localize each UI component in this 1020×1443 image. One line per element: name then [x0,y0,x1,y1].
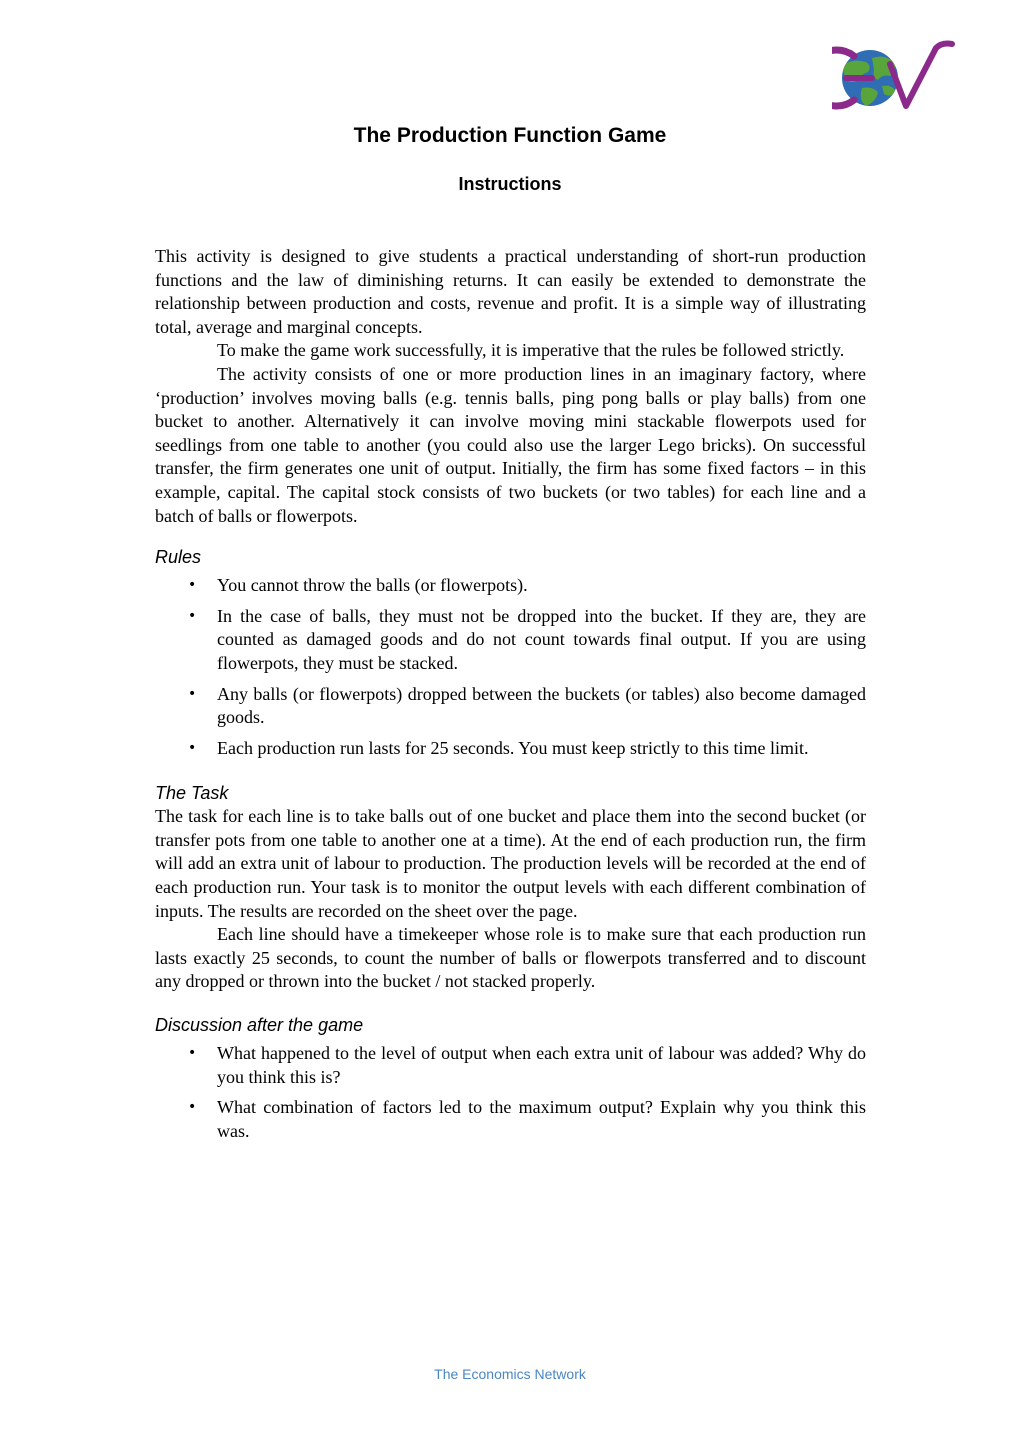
bullet-icon: • [188,577,197,594]
rule-text: Any balls (or flowerpots) dropped between the buckets (or tables) also become damaged goods. [217,683,866,728]
list-item [155,1096,866,1143]
intro-paragraph-2: To make the game work successfully, it is imperative that the rules be followed strictly. [217,340,845,361]
rules-list [155,574,866,760]
list-item [155,1042,866,1089]
bullet-icon: • [188,739,197,756]
question-text: What combination of factors led to the maximum output? Explain why you think this was. [217,1097,866,1141]
rule-text: In the case of balls, they must not be dropped into the bucket. If they are, they are counted as damaged goods and do not count towards final output. If you are using flowerpots, they must be stacked. [217,605,866,673]
bullet-icon: • [188,1099,197,1116]
list-item [155,683,866,730]
task-paragraph-2: Each line should have a timekeeper whose role is to make sure that each production run lasts exactly 25 seconds, to count the number of balls or flowerpots transferred and to discount any dropped or thrown into the bucket / not stacked properly. [155,924,866,992]
intro-paragraph-1: This activity is designed to give students a practical understanding of short-run production functions and the law of diminishing returns. It can easily be extended to demonstrate the relationship between production and costs, revenue and profit. It is a simple way of illustrating total, average and marginal concepts. [155,246,866,337]
page-subtitle: Instructions [458,174,562,194]
rule-text: You cannot throw the balls (or flowerpots). [217,575,528,596]
intro-paragraph-3: The activity consists of one or more production lines in an imaginary factory, where ‘production’ involves moving balls (e.g. tennis balls, ping pong balls or play balls) from one bucket to another. Alternatively it can involve moving mini stackable flowerpots used for seedlings from one table to another (you could also use the larger Lego bricks). On successful transfer, the firm generates one unit of output. Initially, the firm has some fixed factors – in this example, capital. The capital stock consists of two buckets (or two tables) for each line and a batch of balls or flowerpots. [155,363,866,526]
document-body [155,245,866,1150]
rules-heading: Rules [155,547,202,568]
task-paragraph-1: The task for each line is to take balls out of one bucket and place them into the second bucket (or transfer pots from one table to another one at a time). At the end of each production run, the firm will add an extra unit of labour to production. The production levels will be recorded at the end of each production run. Your task is to monitor the output levels with each different combination of inputs. The results are recorded on the sheet over the page. [155,806,866,921]
economics-network-logo-icon [832,36,960,118]
discussion-list [155,1042,866,1143]
bullet-icon: • [188,1045,197,1062]
bullet-icon: • [188,685,197,702]
list-item [155,737,866,761]
page-footer: The Economics Network [434,1366,586,1382]
bullet-icon: • [188,607,197,624]
discussion-heading: Discussion after the game [155,1015,364,1036]
list-item [155,574,866,598]
rule-text: Each production run lasts for 25 seconds. You must keep strictly to this time limit. [217,737,809,758]
list-item [155,605,866,676]
task-heading: The Task [155,783,229,804]
question-text: What happened to the level of output when each extra unit of labour was added? Why do you think this is? [217,1043,866,1087]
page-title: The Production Function Game [353,124,667,147]
